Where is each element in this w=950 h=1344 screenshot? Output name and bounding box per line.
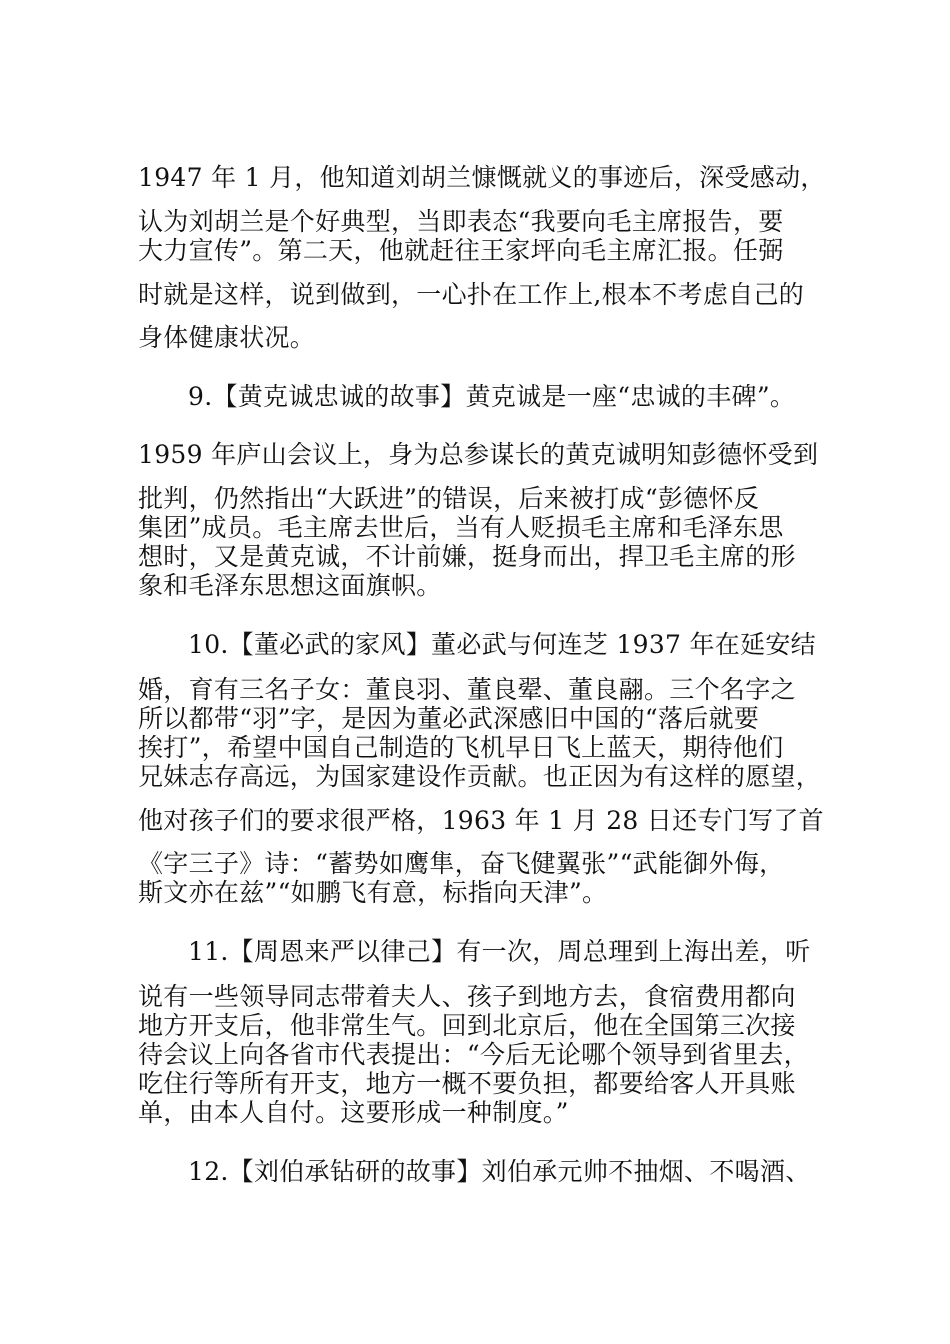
paragraph-heading-10: 10.【董必武的家风】董必武与何连芝 1937 年在延安结 [188, 630, 816, 659]
text-line: 象和毛泽东思想这面旗帜。 [138, 571, 442, 600]
text-line: 1959 年庐山会议上，身为总参谋长的黄克诚明知彭德怀受到 [138, 440, 819, 469]
text-line: 时就是这样，说到做到，一心扑在工作上,根本不考虑自己的 [138, 280, 805, 309]
text-line: 批判，仍然指出“大跃进”的错误，后来被打成“彭德怀反 [138, 484, 760, 513]
text-line: 所以都带“羽”字，是因为董必武深感旧中国的“落后就要 [138, 704, 760, 733]
paragraph-heading-12: 12.【刘伯承钻研的故事】刘伯承元帅不抽烟、不喝酒、 [188, 1157, 811, 1186]
text-line: 想时，又是黄克诚，不计前嫌，挺身而出，捍卫毛主席的形 [138, 542, 796, 571]
text-line: 吃住行等所有开支，地方一概不要负担，都要给客人开具账 [138, 1069, 796, 1098]
text-line: 他对孩子们的要求很严格，1963 年 1 月 28 日还专门写了首 [138, 806, 824, 835]
text-line: 大力宣传”。第二天，他就赶往王家坪向毛主席汇报。任弼 [138, 236, 784, 265]
text-line: 兄妹志存高远，为国家建设作贡献。也正因为有这样的愿望， [138, 762, 822, 791]
text-line: 婚，育有三名子女：董良羽、董良翚、董良翮。三个名字之 [138, 675, 796, 704]
text-line: 斯文亦在兹”“如鹏飞有意，标指向天津”。 [138, 878, 608, 907]
paragraph-heading-9: 9.【黄克诚忠诚的故事】黄克诚是一座“忠诚的丰碑”。 [188, 382, 796, 411]
text-line: 说有一些领导同志带着夫人、孩子到地方去，食宿费用都向 [138, 982, 796, 1011]
text-line: 1947 年 1 月，他知道刘胡兰慷慨就义的事迹后，深受感动， [138, 163, 826, 192]
text-line: 《字三子》诗：“蓄势如鹰隼，奋飞健翼张”“武能御外侮， [138, 849, 785, 878]
text-line: 单，由本人自付。这要形成一种制度。” [138, 1098, 569, 1127]
text-line: 待会议上向各省市代表提出：“今后无论哪个领导到省里去， [138, 1040, 809, 1069]
text-line: 地方开支后，他非常生气。回到北京后，他在全国第三次接 [138, 1011, 796, 1040]
text-line: 认为刘胡兰是个好典型，当即表态“我要向毛主席报告，要 [138, 207, 784, 236]
text-line: 身体健康状况。 [138, 323, 316, 352]
text-line: 挨打”，希望中国自己制造的飞机早日飞上蓝天，期待他们 [138, 733, 784, 762]
text-line: 集团”成员。毛主席去世后，当有人贬损毛主席和毛泽东思 [138, 513, 784, 542]
paragraph-heading-11: 11.【周恩来严以律己】有一次，周总理到上海出差，听 [188, 937, 811, 966]
